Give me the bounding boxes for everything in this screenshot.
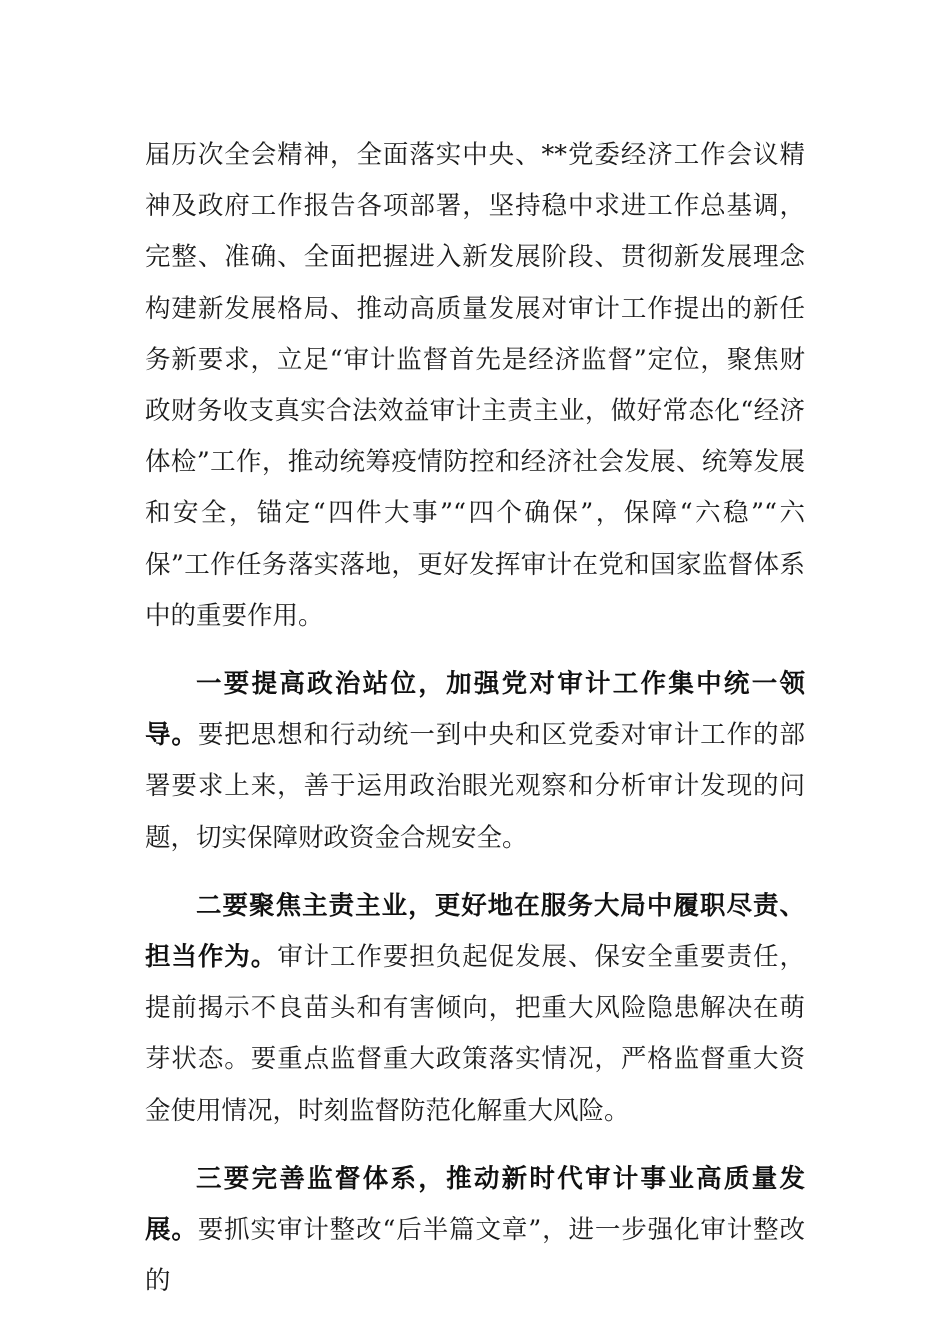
- section-1-body: 要把思想和行动统一到中央和区党委对审计工作的部署要求上来，善于运用政治眼光观察和分析审计发现的问题，切实保障财政资金合规安全。: [145, 720, 805, 853]
- section-2-body: 审计工作要担负起促发展、保安全重要责任，提前揭示不良苗头和有害倾向，把重大风险隐患解决在萌芽状态。要重点监督重大政策落实情况，严格监督重大资金使用情况，时刻监督防范化解重大风险。: [145, 942, 805, 1126]
- section-paragraph-2: [145, 881, 805, 1137]
- intro-paragraph: 届历次全会精神，全面落实中央、**党委经济工作会议精神及政府工作报告各项部署，坚持稳中求进工作总基调，完整、准确、全面把握进入新发展阶段、贯彻新发展理念构建新发展格局、推动高质量发展对审计工作提出的新任务新要求，立足“审计监督首先是经济监督”定位，聚焦财政财务收支真实合法效益审计主责主业，做好常态化“经济体检”工作，推动统筹疫情防控和经济社会发展、统筹发展和安全，锚定“四件大事”“四个确保”，保障“六稳”“六保”工作任务落实落地，更好发挥审计在党和国家监督体系中的重要作用。: [145, 140, 805, 631]
- section-3-body: 要抓实审计整改“后半篇文章”，进一步强化审计整改的: [145, 1215, 805, 1297]
- section-paragraph-3: [145, 1154, 805, 1308]
- section-paragraph-1: [145, 659, 805, 864]
- section-2-heading: 二要聚焦主责主业，更好地在服务大局中履职尽责、担当作为。: [145, 890, 805, 973]
- document-body: [145, 130, 805, 1307]
- section-3-heading: 三要完善监督体系，推动新时代审计事业高质量发展。: [145, 1163, 805, 1246]
- section-1-heading: 一要提高政治站位，加强党对审计工作集中统一领导。: [145, 669, 805, 751]
